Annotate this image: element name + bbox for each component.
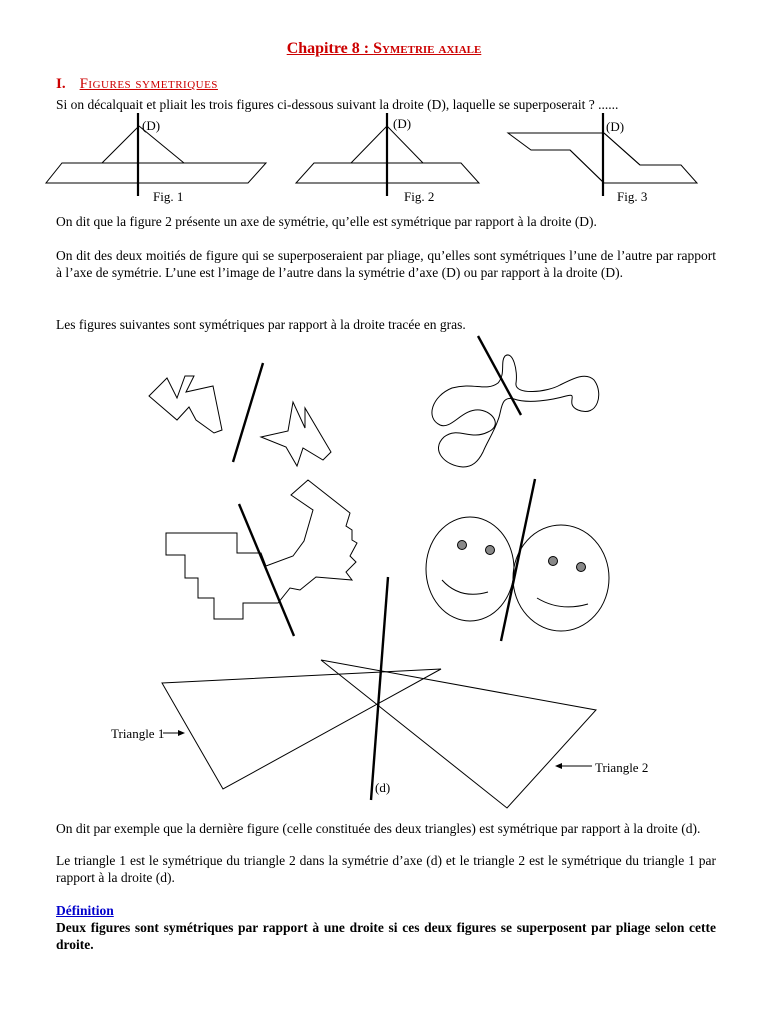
axis-faces bbox=[501, 479, 535, 641]
triangle2-arrowhead bbox=[555, 763, 562, 769]
paragraph-exemple: On dit par exemple que la dernière figure (celle constituée des deux triangles) est symétrique par rapport à la droite (d). bbox=[56, 821, 701, 836]
axis-arrows bbox=[233, 363, 263, 462]
triangle1-arrowhead bbox=[178, 730, 185, 736]
axis-blob bbox=[478, 336, 521, 415]
title-prefix: Chapitre 8 : bbox=[286, 40, 374, 57]
title-name: Symetrie axiale bbox=[373, 40, 482, 57]
fig1-axis-label: (D) bbox=[142, 118, 161, 133]
fig3-axis-label: (D) bbox=[606, 119, 625, 134]
left-face bbox=[426, 517, 514, 621]
axis-triangles bbox=[371, 577, 391, 800]
fig2-axis-label: (D) bbox=[393, 116, 412, 131]
paragraph-triangles: Le triangle 1 est le symétrique du triangle 2 dans la symétrie d’axe (d) et le triangle 2 est le symétrique du triangle 1 par rapport à la droite (d). bbox=[56, 853, 716, 885]
right-face bbox=[513, 525, 609, 631]
fig1-caption: Fig. 1 bbox=[153, 189, 184, 204]
triangle-1-shape bbox=[162, 669, 441, 789]
axis-stepped bbox=[239, 504, 294, 636]
triangle-2-shape bbox=[321, 660, 596, 808]
arrow-shape-left bbox=[149, 376, 222, 433]
section-name: Figures symetriques bbox=[79, 76, 218, 92]
definition-heading: Définition bbox=[56, 903, 114, 918]
triangle1-label: Triangle 1 bbox=[111, 726, 165, 741]
triangle2-label: Triangle 2 bbox=[595, 760, 649, 775]
fig1-shape bbox=[46, 126, 266, 183]
blob-shape bbox=[432, 355, 599, 467]
paragraph-fig2: On dit que la figure 2 présente un axe de symétrie, qu’elle est symétrique par rapport à la droite (D). bbox=[56, 214, 597, 229]
definition-body: Deux figures sont symétriques par rapport à une droite si ces deux figures se superposent par pliage selon cette droite. bbox=[56, 920, 716, 952]
paragraph-moities: On dit des deux moitiés de figure qui se superposeraient par pliage, qu’elles sont symétriques l’une de l’autre par rapport à l’axe de symétrie. L’une est l’image de l’autre dans la symétrie d’axe (D) ou par rapport à la droite (D). bbox=[56, 248, 716, 280]
section-number: I. bbox=[56, 76, 66, 92]
intro-question: Si on décalquait et pliait les trois figures ci-dessous suivant la droite (D), laquelle se superposerait ? ...... bbox=[56, 97, 619, 112]
fig2-caption: Fig. 2 bbox=[404, 189, 435, 204]
paragraph-suivantes: Les figures suivantes sont symétriques par rapport à la droite tracée en gras. bbox=[56, 317, 466, 332]
arrow-shape-right bbox=[261, 402, 331, 466]
axis-d-label: (d) bbox=[375, 780, 391, 795]
fig3-caption: Fig. 3 bbox=[617, 189, 648, 204]
stepped-shape bbox=[166, 480, 357, 619]
